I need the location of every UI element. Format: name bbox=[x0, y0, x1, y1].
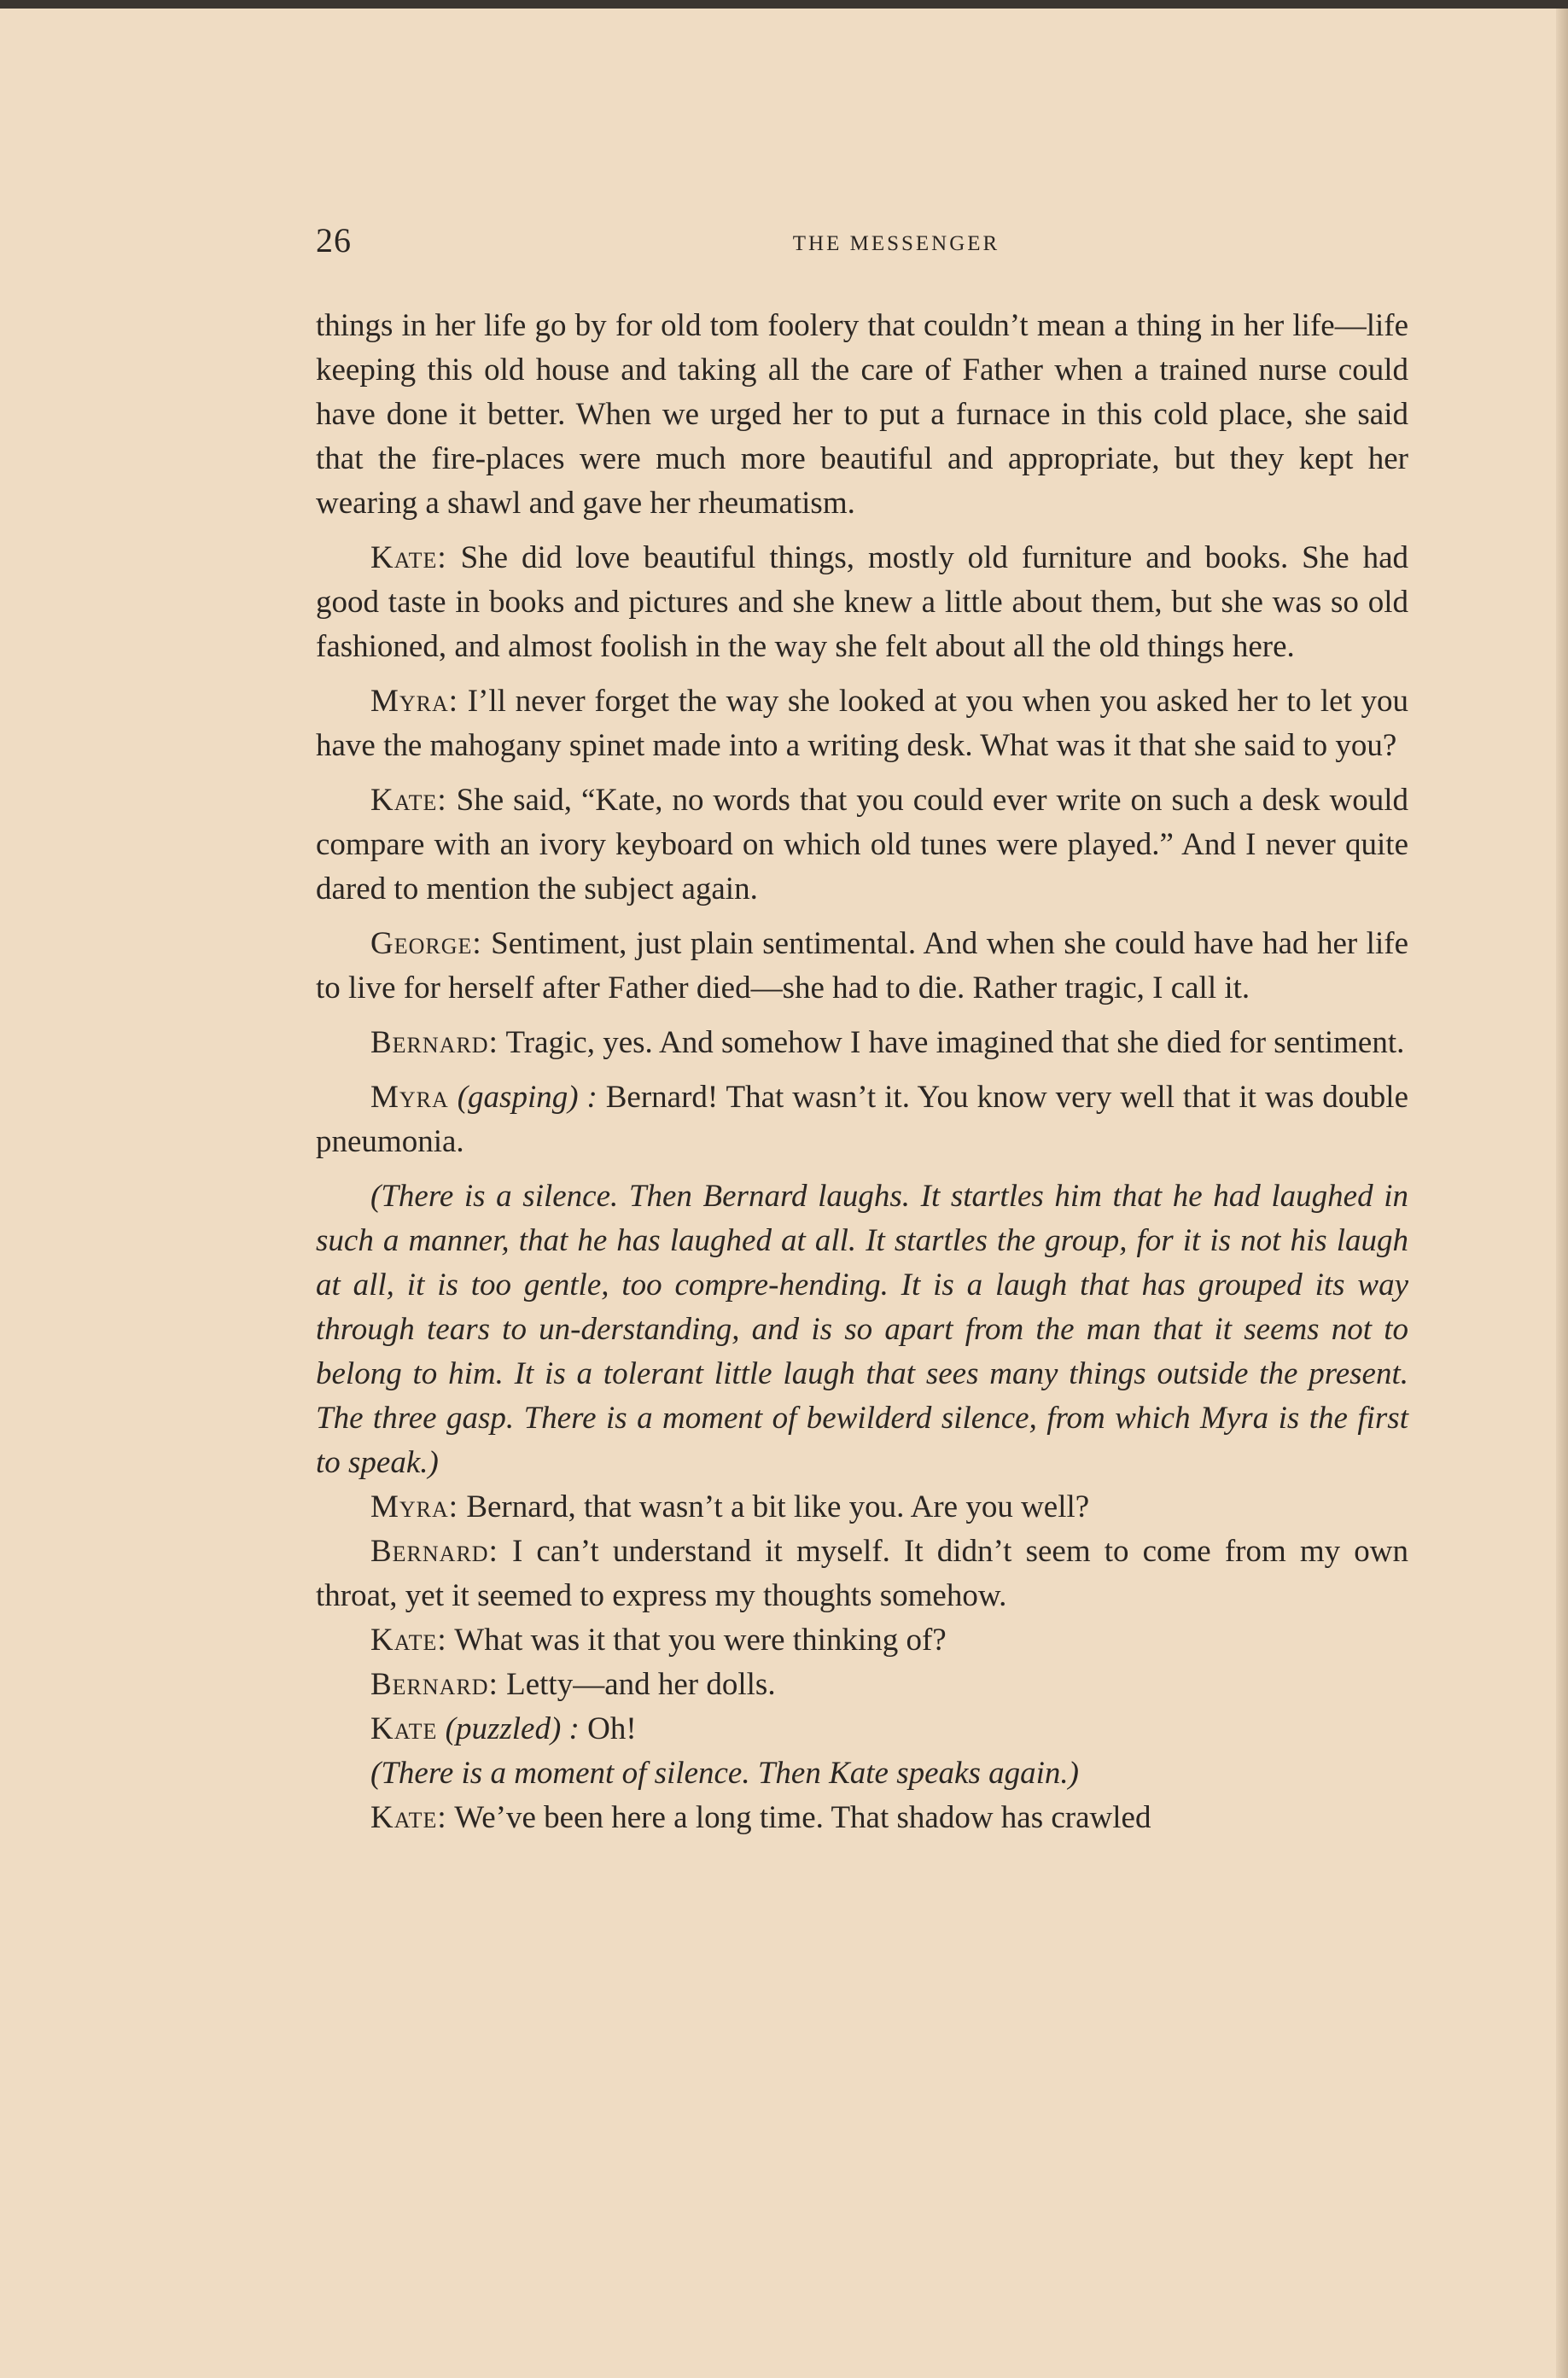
paragraph-continuation bbox=[316, 304, 1408, 526]
page-header bbox=[316, 220, 1408, 271]
paragraph-text: things in her life go by for old tom foolery that couldn’t mean a thing in her life—life keeping this old house and taking all the care of Father when a trained nurse could have done it better. When we urged her to put a furnace in this cold place, she said that the fire-places were much more beautiful and appropriate, but they kept her wearing a shawl and gave her rheumatism. bbox=[316, 308, 1408, 521]
speech-text: Tragic, yes. And somehow I have imagined that she died for sentiment. bbox=[505, 1025, 1405, 1060]
stage-direction-inline: (gasping) : bbox=[457, 1080, 597, 1115]
speech-myra bbox=[316, 1075, 1408, 1164]
speech-text: She said, “Kate, no words that you could ever write on such a desk would compare with an ivory keyboard on which old tunes were played.” And I never quite dared to mention the subject again. bbox=[316, 783, 1409, 906]
speaker-name: Kate: bbox=[370, 783, 447, 818]
speaker-name: Bernard: bbox=[370, 1025, 498, 1060]
body-text bbox=[316, 304, 1408, 1840]
speech-text: Bernard! That wasn’t it. You know very well that it was double pneumonia. bbox=[316, 1080, 1408, 1159]
speech-myra bbox=[316, 1485, 1408, 1530]
speech-kate bbox=[316, 1796, 1408, 1840]
speech-kate bbox=[316, 1707, 1408, 1751]
stage-direction bbox=[316, 1751, 1408, 1796]
speech-kate bbox=[316, 536, 1408, 669]
speaker-name: Myra: bbox=[370, 1489, 459, 1524]
speech-text: Bernard, that wasn’t a bit like you. Are you well? bbox=[466, 1489, 1090, 1524]
speaker-name: Myra: bbox=[370, 684, 459, 719]
speech-text: I can’t understand it myself. It didn’t seem to come from my own throat, yet it seemed to express my thoughts somehow. bbox=[316, 1534, 1409, 1613]
speech-george bbox=[316, 922, 1408, 1011]
speaker-name: George: bbox=[370, 926, 482, 961]
page-right-edge bbox=[1556, 9, 1568, 2378]
speech-text: What was it that you were thinking of? bbox=[454, 1623, 947, 1658]
running-title: THE MESSENGER bbox=[792, 232, 1000, 255]
speaker-name: Kate: bbox=[370, 540, 447, 575]
speech-bernard bbox=[316, 1663, 1408, 1707]
speech-myra bbox=[316, 679, 1408, 768]
speech-text: Oh! bbox=[587, 1711, 637, 1746]
speech-text: I’ll never forget the way she looked at you when you asked her to let you have the mahogany spinet made into a writing desk. What was it that she said to you? bbox=[316, 684, 1408, 763]
page-top-edge bbox=[0, 0, 1568, 9]
speaker-name: Kate bbox=[370, 1711, 438, 1746]
speaker-name: Bernard: bbox=[370, 1667, 498, 1702]
speaker-name: Kate: bbox=[370, 1623, 447, 1658]
speech-text: Letty—and her dolls. bbox=[506, 1667, 776, 1702]
stage-direction-text: (There is a moment of silence. Then Kate speaks again.) bbox=[370, 1756, 1079, 1791]
page-number: 26 bbox=[316, 221, 352, 259]
speech-text: Sentiment, just plain sentimental. And when she could have had her life to live for herself after Father died—she had to die. Rather tragic, I call it. bbox=[316, 926, 1408, 1005]
speaker-name: Kate: bbox=[370, 1800, 447, 1835]
stage-direction-text: (There is a silence. Then Bernard laughs. It startles him that he had laughed in such a manner, that he has laughed at all. It startles the group, for it is not his laugh at all, it is too gentle, too compre-hending. It is a laugh that has grouped its way through tears to un-derstanding, and is so apart from the man that it seems not to belong to him. It is a tolerant little laugh that sees many things outside the present. The three gasp. There is a moment of bewilderd silence, from which Myra is the first to speak.) bbox=[316, 1179, 1408, 1480]
speaker-name: Myra bbox=[370, 1080, 449, 1115]
stage-direction bbox=[316, 1174, 1408, 1485]
speech-text: We’ve been here a long time. That shadow has crawled bbox=[454, 1800, 1151, 1835]
speaker-name: Bernard: bbox=[370, 1534, 498, 1569]
speech-bernard bbox=[316, 1530, 1408, 1618]
stage-direction-inline: (puzzled) : bbox=[445, 1711, 580, 1746]
speech-kate bbox=[316, 778, 1408, 912]
speech-bernard bbox=[316, 1021, 1408, 1065]
speech-kate bbox=[316, 1618, 1408, 1663]
speech-text: She did love beautiful things, mostly old furniture and books. She had good taste in books and pictures and she knew a little about them, but she was so old fashioned, and almost foolish in the way she felt about all the old things here. bbox=[316, 540, 1409, 664]
